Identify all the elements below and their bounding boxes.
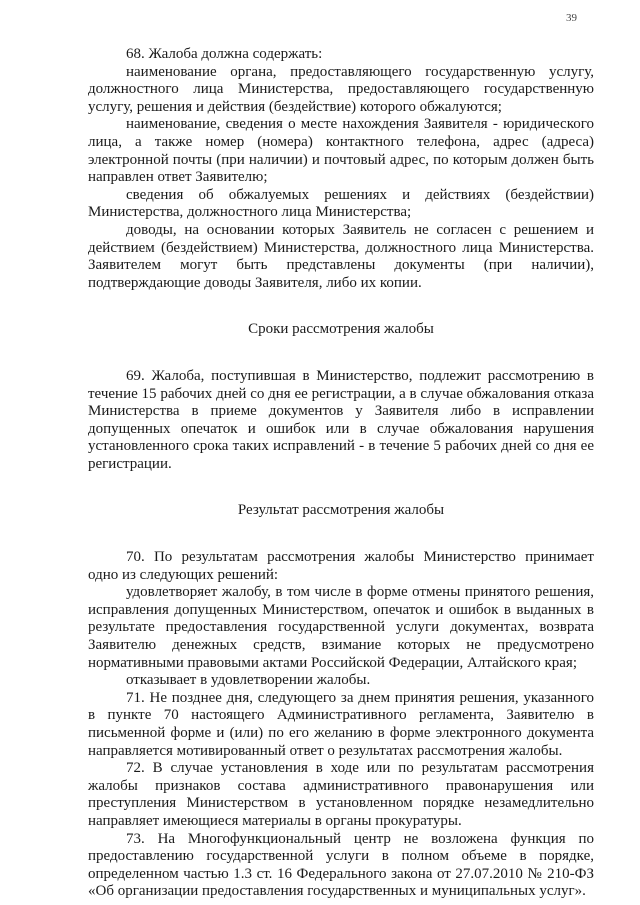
paragraph-68-title: 68. Жалоба должна содержать: (126, 46, 323, 62)
page-number: 39 (566, 12, 577, 24)
section-heading-review-result: Результат рассмотрения жалобы (237, 502, 445, 519)
paragraph-68-item-authority: наименование органа, предоставляющего государственную услугу, должностного лица Министерства, предоставляющего государственную услугу, решения и действия (бездействие) которого обжалуются; (88, 63, 594, 115)
document-body (88, 46, 594, 901)
paragraph-68-item-applicant-info: наименование, сведения о месте нахождения Заявителя - юридического лица, а также номер (номера) контактного телефона, адрес (адреса) электронной почты (при наличии) и почтовый адрес, по которым должен быть направлен ответ Заявителю; (88, 116, 594, 186)
review-terms-section (88, 368, 594, 474)
paragraph-70-option-refuse: отказывает в удовлетворении жалобы. (126, 672, 371, 689)
paragraph-69: 69. Жалоба, поступившая в Министерство, подлежит рассмотрению в течение 15 рабочих дней со дня ее регистрации, а в случае обжалования отказа Министерства в приеме документов у Заявителя либо в исправлении допущенных опечаток и ошибок или в случае обжалования нарушения установленного срока таких исправлений - в течение 5 рабочих дней со дня ее регистрации. (88, 367, 594, 472)
section-heading-review-terms: Сроки рассмотрения жалобы (248, 321, 434, 338)
paragraph-73: 73. На Многофункциональный центр не возложена функция по предоставлению государственной услуги в полном объеме в порядке, определенном частью 1.3 ст. 16 Федерального закона от 27.07.2010 № 210-ФЗ «Об организации предоставления государственных и муниципальных услуг». (88, 830, 594, 900)
paragraph-70-option-satisfy: удовлетворяет жалобу, в том числе в форме отмены принятого решения, исправления допущенных Министерством, опечаток и ошибок в выданных в результате предоставления государственной услуги документах, возврата Заявителю денежных средств, взимание которых не предусмотрено нормативными правовыми актами Российской Федерации, Алтайского края; (88, 584, 594, 671)
paragraph-70: 70. По результатам рассмотрения жалобы Министерство принимает одно из следующих решений: (88, 549, 594, 583)
paragraph-68-item-arguments: доводы, на основании которых Заявитель не согласен с решением и действием (бездействием) Министерства, должностного лица Министерства. Заявителем могут быть представлены документы (при наличии), подтверждающие доводы Заявителя, либо их копии. (88, 221, 594, 291)
review-result-section (88, 549, 594, 901)
complaint-contents-section (88, 46, 594, 292)
paragraph-68-item-appealed-decisions: сведения об обжалуемых решениях и действиях (бездействии) Министерства, должностного лица Министерства; (88, 186, 594, 221)
paragraph-71: 71. Не позднее дня, следующего за днем принятия решения, указанного в пункте 70 настоящего Административного регламента, Заявителю в письменной форме и (или) по его желанию в форме электронного документа направляется мотивированный ответ о результатах рассмотрения жалобы. (88, 689, 594, 759)
paragraph-72: 72. В случае установления в ходе или по результатам рассмотрения жалобы признаков состава административного правонарушения или преступления Министерством в установленном порядке незамедлительно направляет имеющиеся материалы в органы прокуратуры. (88, 760, 594, 829)
